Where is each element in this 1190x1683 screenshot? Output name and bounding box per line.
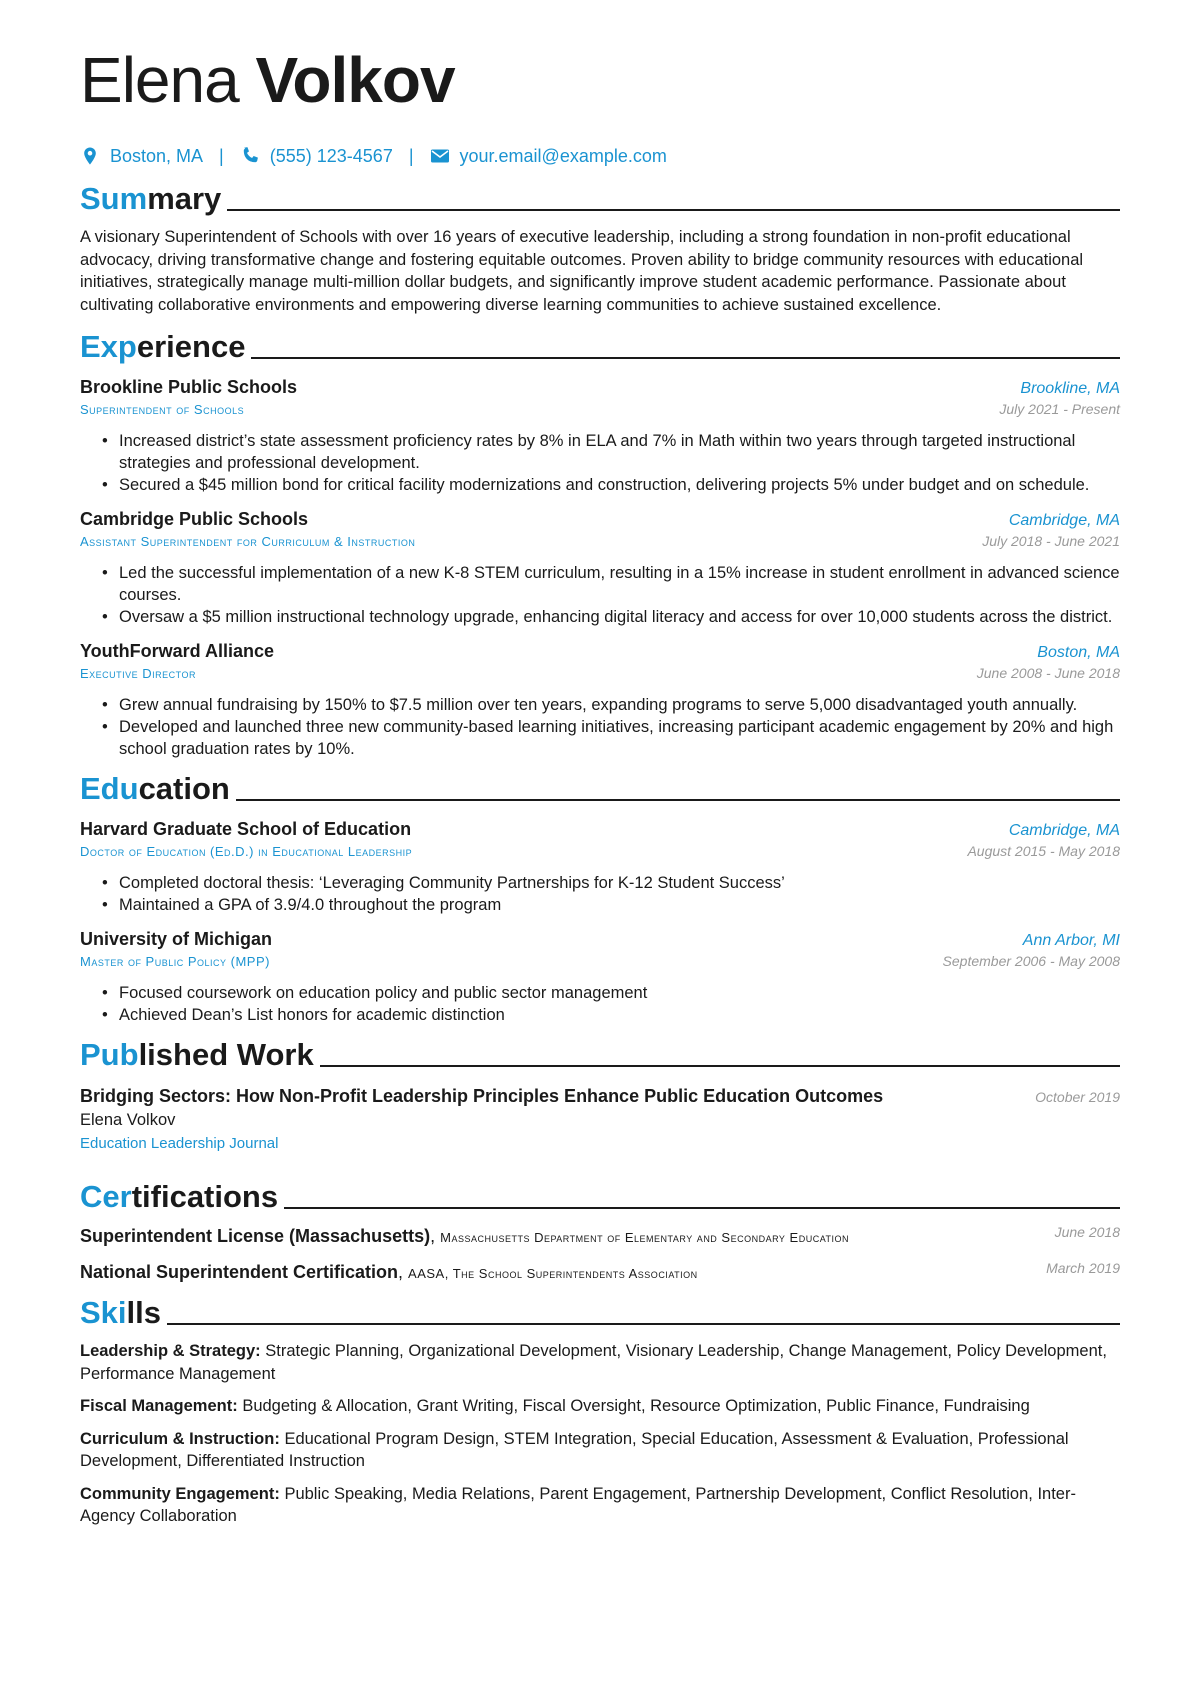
organization: Brookline Public Schools [80, 377, 298, 397]
entry-location: Boston, MA [1037, 644, 1120, 661]
bullet-item: • Developed and launched three new community-based learning initiatives, increasing participant academic engagement by 20% and high school graduation rates by 10%. [80, 716, 1120, 760]
institution: University of Michigan [80, 929, 273, 949]
entry-dates: June 2008 - June 2018 [976, 665, 1120, 681]
summary-text: A visionary Superintendent of Schools with over 16 years of executive leadership, including a strong foundation in non-profit educational advocacy, driving transformative change and fostering equitable outcomes. Proven ability to bridge community resources with educational initiatives, strategically manage multi-million dollar budgets, and significantly improve student academic performance. Passionate about cultivating collaborative environments and empowering diverse learning communities to achieve sustained excellence. [80, 228, 1084, 314]
skill-group [80, 1428, 1120, 1473]
bullet-list [80, 694, 1120, 760]
institution: Harvard Graduate School of Education [80, 819, 412, 839]
certification-name: National Superintendent Certification [80, 1262, 399, 1282]
education-section [80, 766, 1120, 1026]
organization: YouthForward Alliance [80, 641, 275, 661]
bullet-list [80, 562, 1120, 628]
certification-name: Superintendent License (Massachusetts) [80, 1226, 431, 1246]
bullet-item: • Maintained a GPA of 3.9/4.0 throughout the program [80, 894, 1120, 916]
published-section [80, 1032, 1120, 1156]
section-rule [227, 209, 1120, 211]
degree: Doctor of Education (Ed.D.) in Educational Leadership [80, 844, 413, 859]
section-header [80, 1174, 1120, 1214]
entry-dates: July 2021 - Present [999, 401, 1120, 417]
location-text: Boston, MA [110, 145, 204, 166]
entry-location: Cambridge, MA [1008, 822, 1120, 839]
bullet-item: • Led the successful implementation of a new K-8 STEM curriculum, resulting in a 15% increase in student enrollment in advanced science courses. [80, 562, 1120, 606]
candidate-name [80, 40, 1120, 120]
skill-list: Public Speaking, Media Relations, Parent Engagement, Partnership Development, Conflict Resolution, Inter-Agency Collaboration [80, 1484, 1076, 1525]
section-title: Summary [80, 181, 222, 216]
certification-date: June 2018 [1054, 1224, 1120, 1240]
section-header [80, 766, 1120, 806]
contact-line [80, 144, 1120, 168]
skill-list: Budgeting & Allocation, Grant Writing, Fiscal Oversight, Resource Optimization, Public Finance, Fundraising [242, 1397, 1030, 1415]
skill-group [80, 1483, 1120, 1528]
envelope-icon [430, 146, 450, 166]
certification-entry: Superintendent License (Massachusetts), Massachusetts Department of Elementary and Secondary Education June 2018 [80, 1224, 1120, 1250]
entry-dates: September 2006 - May 2008 [942, 953, 1120, 969]
publication-date: October 2019 [1035, 1089, 1120, 1105]
certification-issuer: AASA, The School Superintendents Association [408, 1266, 698, 1281]
contact-email[interactable] [430, 146, 667, 167]
skill-label: Fiscal Management: [80, 1397, 238, 1415]
email-text: your.email@example.com [459, 145, 667, 166]
map-pin-icon [80, 146, 100, 166]
phone-text: (555) 123-4567 [269, 145, 393, 166]
section-rule [236, 799, 1120, 801]
publication-entry [80, 1084, 1120, 1156]
bullet-item: • Secured a $45 million bond for critical facility modernizations and construction, delivering projects 5% under budget and on schedule. [80, 474, 1120, 496]
section-title: Published Work [80, 1037, 314, 1072]
job-title: Executive Director [80, 666, 197, 681]
section-header [80, 1290, 1120, 1330]
skill-list: Strategic Planning, Organizational Development, Visionary Leadership, Change Management, Policy Development, Performance Management [80, 1342, 1107, 1383]
education-entry [80, 928, 1120, 1026]
entry-dates: August 2015 - May 2018 [967, 843, 1120, 859]
experience-entry [80, 376, 1120, 496]
experience-section [80, 324, 1120, 760]
skill-group [80, 1395, 1120, 1418]
skill-label: Community Engagement: [80, 1484, 280, 1503]
section-title: Experience [80, 329, 246, 364]
publication-author: Elena Volkov [80, 1111, 176, 1129]
certification-issuer: Massachusetts Department of Elementary and Secondary Education [440, 1230, 850, 1245]
bullet-item: • Oversaw a $5 million instructional technology upgrade, enhancing digital literacy and access for over 10,000 students across the district. [80, 606, 1120, 628]
education-entry [80, 818, 1120, 916]
bullet-list [80, 430, 1120, 496]
bullet-list [80, 872, 1120, 916]
job-title: Assistant Superintendent for Curriculum & Instruction [80, 534, 416, 549]
experience-entry [80, 508, 1120, 628]
job-title: Superintendent of Schools [80, 402, 245, 417]
last-name: Volkov [255, 44, 455, 116]
summary-section [80, 176, 1120, 316]
certification-entry: National Superintendent Certification, AASA, The School Superintendents Association March 2019 [80, 1260, 1120, 1286]
section-rule [167, 1323, 1120, 1325]
entry-location: Ann Arbor, MI [1022, 932, 1120, 949]
contact-separator: | [408, 145, 414, 166]
phone-icon [240, 146, 260, 166]
section-rule [251, 357, 1120, 359]
section-rule [284, 1207, 1120, 1209]
skill-list: Educational Program Design, STEM Integration, Special Education, Assessment & Evaluation, Professional Development, Differentiated Instruction [80, 1429, 1069, 1470]
skill-label: Curriculum & Instruction: [80, 1429, 280, 1448]
section-header [80, 1032, 1120, 1072]
publication-journal: Education Leadership Journal [80, 1135, 279, 1152]
bullet-item: • Increased district’s state assessment proficiency rates by 8% in ELA and 7% in Math within two years through targeted instructional strategies and professional development. [80, 430, 1120, 474]
resume-page [80, 40, 1120, 1528]
first-name: Elena [80, 44, 239, 116]
bullet-item: • Grew annual fundraising by 150% to $7.5 million over ten years, expanding programs to serve 5,000 disadvantaged youth annually. [80, 694, 1120, 716]
degree: Master of Public Policy (MPP) [80, 954, 270, 969]
certification-date: March 2019 [1046, 1260, 1120, 1276]
skills-section [80, 1290, 1120, 1528]
entry-location: Brookline, MA [1020, 380, 1120, 397]
skill-label: Leadership & Strategy: [80, 1342, 261, 1360]
contact-location [80, 146, 203, 167]
section-title: Certifications [80, 1179, 279, 1214]
organization: Cambridge Public Schools [80, 509, 309, 529]
contact-phone[interactable] [240, 146, 393, 167]
entry-location: Cambridge, MA [1008, 512, 1120, 529]
section-rule [320, 1065, 1120, 1067]
publication-title: Bridging Sectors: How Non-Profit Leadership Principles Enhance Public Education Outcomes [80, 1086, 884, 1106]
skill-group [80, 1340, 1120, 1385]
bullet-item: • Achieved Dean’s List honors for academic distinction [80, 1004, 1120, 1026]
bullet-list [80, 982, 1120, 1026]
bullet-item: • Focused coursework on education policy and public sector management [80, 982, 1120, 1004]
entry-dates: July 2018 - June 2021 [982, 533, 1120, 549]
section-header [80, 324, 1120, 364]
contact-separator: | [219, 145, 224, 166]
section-title: Skills [80, 1295, 161, 1330]
section-title: Education [80, 771, 230, 806]
certifications-section [80, 1174, 1120, 1286]
bullet-item: • Completed doctoral thesis: ‘Leveraging Community Partnerships for K-12 Student Success’ [80, 872, 1120, 894]
section-header [80, 176, 1120, 216]
experience-entry [80, 640, 1120, 760]
